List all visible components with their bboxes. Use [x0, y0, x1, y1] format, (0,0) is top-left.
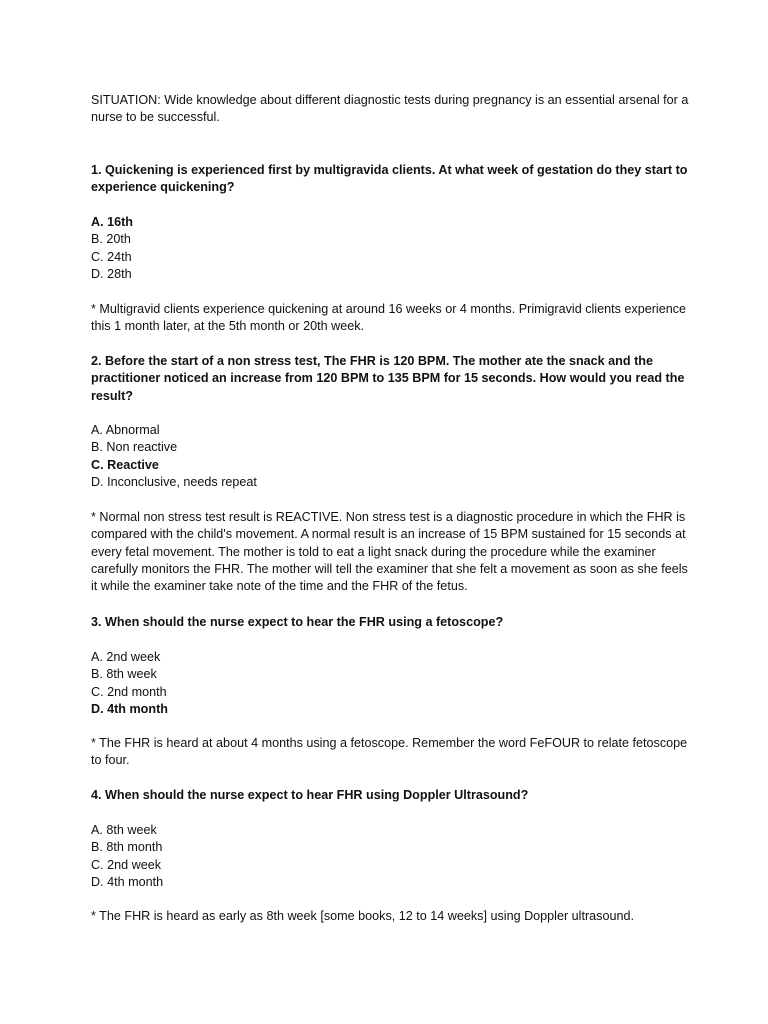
question-1-option-c: C. 24th	[91, 249, 132, 264]
question-4-option-a: A. 8th week	[91, 823, 157, 837]
question-3-rationale: * The FHR is heard at about 4 months using a fetoscope. Remember the word FeFOUR to relate fetoscope to four.	[91, 736, 688, 768]
question-1-option-d: D. 28th	[91, 266, 132, 281]
question-3-option-d: D. 4th month	[91, 701, 168, 716]
question-4: 4. When should the nurse expect to hear FHR using Doppler Ultrasound?	[91, 788, 529, 802]
question-1-option-a: A. 16th	[91, 215, 133, 229]
situation-paragraph	[91, 92, 691, 127]
question-2-rationale: * Normal non stress test result is REACTIVE. Non stress test is a diagnostic procedure in which the FHR is compared with the child's movement. A normal result is an increase of 15 BPM sustained for 15 seconds at every fetal movement. The mother is told to eat a light snack during the procedure while the examiner carefully monitors the FHR. The mother will tell the examiner that she felt a movement as soon as she feels it while the examiner take note of the time and the FHR of the fetus.	[91, 510, 688, 594]
question-4-option-d: D. 4th month	[91, 874, 164, 889]
question-2-option-d: D. Inconclusive, needs repeat	[91, 474, 257, 489]
question-3: 3. When should the nurse expect to hear the FHR using a fetoscope?	[91, 615, 504, 629]
situation-text: Wide knowledge about different diagnostic tests during pregnancy is an essential arsenal for a nurse to be successful.	[91, 93, 689, 125]
question-2-option-b: B. Non reactive	[91, 440, 178, 455]
question-1-option-b: B. 20th	[91, 232, 131, 247]
question-3-options	[91, 649, 691, 718]
question-1-options	[91, 214, 691, 283]
situation-label: SITUATION:	[91, 93, 161, 107]
question-4-rationale: * The FHR is heard as early as 8th week [some books, 12 to 14 weeks] using Doppler ultrasound.	[91, 909, 634, 923]
question-3-option-b: B. 8th week	[91, 667, 157, 682]
question-2-option-a: A. Abnormal	[91, 423, 160, 437]
question-2: 2. Before the start of a non stress test, The FHR is 120 BPM. The mother ate the snack and the practitioner noticed an increase from 120 BPM to 135 BPM for 15 seconds. How would you read the result?	[91, 354, 685, 403]
question-3-option-c: C. 2nd month	[91, 684, 167, 699]
question-4-options	[91, 822, 691, 891]
question-2-options	[91, 422, 691, 491]
question-4-option-c: C. 2nd week	[91, 857, 162, 872]
question-1-rationale: * Multigravid clients experience quickening at around 16 weeks or 4 months. Primigravid clients experience this 1 month later, at the 5th month or 20th week.	[91, 302, 687, 334]
question-3-option-a: A. 2nd week	[91, 650, 161, 664]
question-1: 1. Quickening is experienced first by multigravida clients. At what week of gestation do they start to experience quickening?	[91, 163, 688, 195]
question-2-option-c: C. Reactive	[91, 457, 159, 472]
question-4-option-b: B. 8th month	[91, 840, 163, 855]
